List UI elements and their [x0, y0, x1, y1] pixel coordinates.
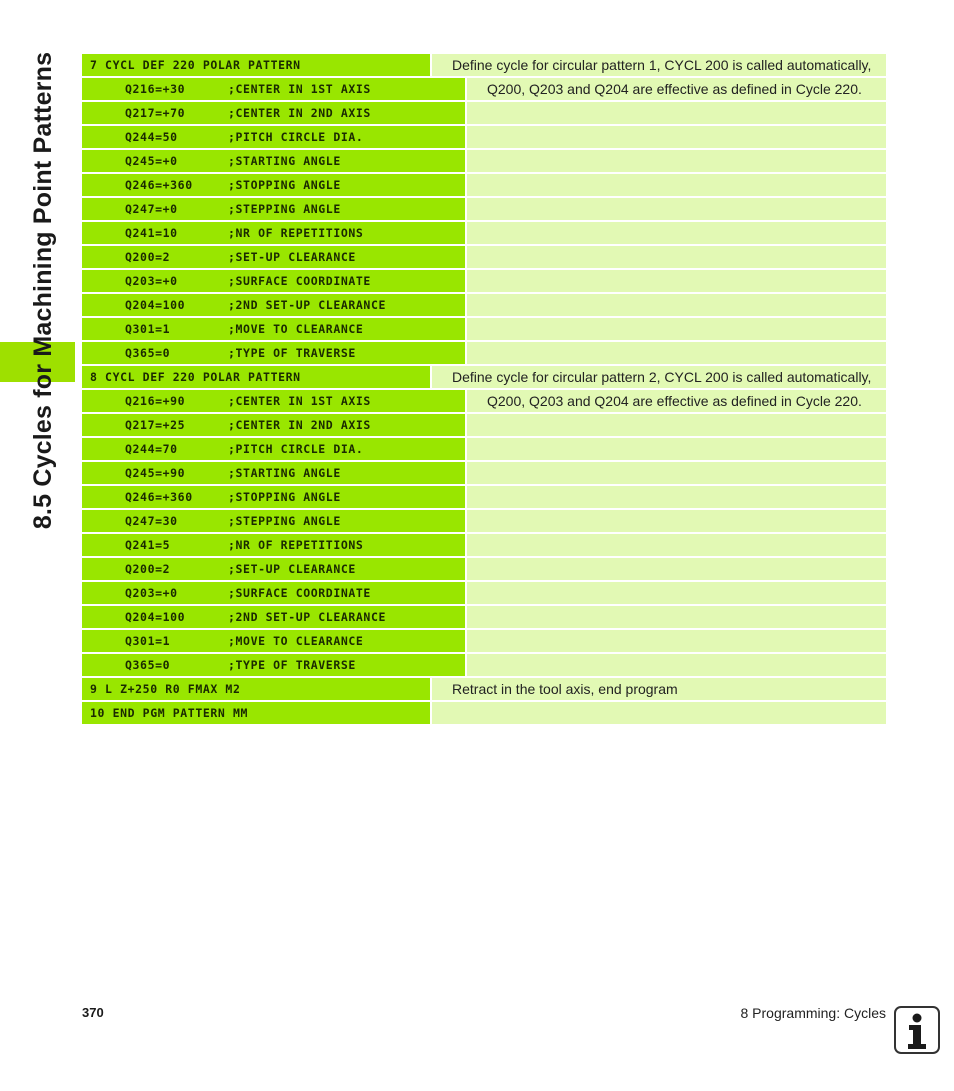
description-cell	[467, 558, 886, 580]
nc-code-cell	[82, 126, 465, 148]
info-icon	[894, 1006, 940, 1054]
nc-parameter: Q245=+0	[125, 154, 178, 168]
table-row	[82, 102, 886, 124]
table-row	[82, 582, 886, 604]
nc-parameter: Q245=+90	[125, 466, 186, 480]
nc-code-cell	[82, 390, 465, 412]
nc-code-cell	[82, 270, 465, 292]
nc-code-cell	[82, 558, 465, 580]
nc-comment: ;2ND SET-UP CLEARANCE	[228, 610, 386, 624]
description-cell	[467, 102, 886, 124]
nc-comment: ;STEPPING ANGLE	[228, 514, 341, 528]
nc-comment: ;NR OF REPETITIONS	[228, 226, 364, 240]
nc-block: 7 CYCL DEF 220 POLAR PATTERN	[90, 58, 301, 72]
table-row	[82, 174, 886, 196]
description-cell: Define cycle for circular pattern 1, CYCL 200 is called automatically,	[432, 54, 886, 76]
nc-block: 8 CYCL DEF 220 POLAR PATTERN	[90, 370, 301, 384]
description-cell	[467, 222, 886, 244]
nc-comment: ;PITCH CIRCLE DIA.	[228, 442, 364, 456]
nc-code-cell	[82, 606, 465, 628]
table-row	[82, 198, 886, 220]
nc-code-cell	[82, 414, 465, 436]
table-row	[82, 366, 886, 388]
description-cell	[467, 510, 886, 532]
table-row	[82, 150, 886, 172]
nc-comment: ;CENTER IN 2ND AXIS	[228, 106, 371, 120]
table-row	[82, 510, 886, 532]
nc-parameter: Q216=+90	[125, 394, 186, 408]
description-cell: Define cycle for circular pattern 2, CYCL 200 is called automatically,	[432, 366, 886, 388]
program-table	[82, 54, 886, 726]
nc-comment: ;SURFACE COORDINATE	[228, 274, 371, 288]
table-row	[82, 462, 886, 484]
nc-block: 10 END PGM PATTERN MM	[90, 706, 248, 720]
table-row	[82, 486, 886, 508]
nc-comment: ;CENTER IN 1ST AXIS	[228, 82, 371, 96]
page-number: 370	[82, 1005, 104, 1020]
nc-parameter: Q246=+360	[125, 178, 193, 192]
nc-code-cell	[82, 174, 465, 196]
description-cell: Q200, Q203 and Q204 are effective as defined in Cycle 220.	[467, 390, 886, 412]
description-cell	[467, 246, 886, 268]
table-row	[82, 630, 886, 652]
nc-parameter: Q301=1	[125, 634, 171, 648]
description-cell	[467, 150, 886, 172]
nc-parameter: Q365=0	[125, 658, 171, 672]
nc-parameter: Q200=2	[125, 250, 171, 264]
nc-comment: ;STARTING ANGLE	[228, 154, 341, 168]
nc-code-cell	[82, 438, 465, 460]
description-cell	[467, 438, 886, 460]
nc-parameter: Q301=1	[125, 322, 171, 336]
nc-parameter: Q204=100	[125, 298, 186, 312]
nc-comment: ;NR OF REPETITIONS	[228, 538, 364, 552]
table-row	[82, 318, 886, 340]
section-title-vertical	[18, 50, 70, 530]
nc-parameter: Q217=+25	[125, 418, 186, 432]
nc-comment: ;SET-UP CLEARANCE	[228, 250, 356, 264]
nc-parameter: Q365=0	[125, 346, 171, 360]
description-cell	[467, 318, 886, 340]
table-row	[82, 54, 886, 76]
description-cell	[467, 126, 886, 148]
nc-code-cell	[82, 54, 430, 76]
nc-comment: ;PITCH CIRCLE DIA.	[228, 130, 364, 144]
nc-code-cell	[82, 102, 465, 124]
nc-comment: ;SET-UP CLEARANCE	[228, 562, 356, 576]
nc-code-cell	[82, 654, 465, 676]
nc-parameter: Q241=5	[125, 538, 171, 552]
table-row	[82, 606, 886, 628]
nc-parameter: Q241=10	[125, 226, 178, 240]
table-row	[82, 390, 886, 412]
table-row	[82, 78, 886, 100]
nc-comment: ;STEPPING ANGLE	[228, 202, 341, 216]
nc-code-cell	[82, 462, 465, 484]
nc-parameter: Q203=+0	[125, 586, 178, 600]
description-cell	[467, 606, 886, 628]
description-cell	[467, 174, 886, 196]
table-row	[82, 126, 886, 148]
nc-code-cell	[82, 198, 465, 220]
nc-code-cell	[82, 78, 465, 100]
nc-comment: ;2ND SET-UP CLEARANCE	[228, 298, 386, 312]
nc-parameter: Q216=+30	[125, 82, 186, 96]
nc-comment: ;CENTER IN 2ND AXIS	[228, 418, 371, 432]
info-glyph	[896, 1008, 938, 1052]
table-row	[82, 342, 886, 364]
nc-comment: ;TYPE OF TRAVERSE	[228, 658, 356, 672]
description-cell	[467, 342, 886, 364]
chapter-label: 8 Programming: Cycles	[740, 1005, 886, 1021]
table-row	[82, 654, 886, 676]
table-row	[82, 558, 886, 580]
description-cell	[467, 534, 886, 556]
nc-parameter: Q204=100	[125, 610, 186, 624]
nc-comment: ;TYPE OF TRAVERSE	[228, 346, 356, 360]
table-row	[82, 270, 886, 292]
nc-code-cell	[82, 150, 465, 172]
description-cell	[467, 270, 886, 292]
nc-comment: ;STOPPING ANGLE	[228, 490, 341, 504]
description-cell	[467, 294, 886, 316]
description-cell	[467, 486, 886, 508]
nc-parameter: Q200=2	[125, 562, 171, 576]
nc-parameter: Q244=70	[125, 442, 178, 456]
nc-code-cell	[82, 582, 465, 604]
table-row	[82, 414, 886, 436]
nc-code-cell	[82, 342, 465, 364]
description-cell	[467, 582, 886, 604]
table-row	[82, 678, 886, 700]
nc-code-cell	[82, 246, 465, 268]
table-row	[82, 246, 886, 268]
nc-parameter: Q247=+0	[125, 202, 178, 216]
description-cell	[467, 198, 886, 220]
table-row	[82, 294, 886, 316]
description-cell	[467, 654, 886, 676]
nc-code-cell	[82, 510, 465, 532]
table-row	[82, 534, 886, 556]
nc-comment: ;STOPPING ANGLE	[228, 178, 341, 192]
nc-comment: ;SURFACE COORDINATE	[228, 586, 371, 600]
description-cell: Retract in the tool axis, end program	[432, 678, 886, 700]
nc-code-cell	[82, 486, 465, 508]
description-cell: Q200, Q203 and Q204 are effective as defined in Cycle 220.	[467, 78, 886, 100]
description-cell	[467, 630, 886, 652]
table-row	[82, 222, 886, 244]
table-row	[82, 702, 886, 724]
description-cell	[467, 462, 886, 484]
nc-code-cell	[82, 318, 465, 340]
nc-code-cell	[82, 294, 465, 316]
nc-comment: ;MOVE TO CLEARANCE	[228, 634, 364, 648]
description-cell	[467, 414, 886, 436]
nc-comment: ;STARTING ANGLE	[228, 466, 341, 480]
nc-parameter: Q217=+70	[125, 106, 186, 120]
table-row	[82, 438, 886, 460]
nc-code-cell	[82, 678, 430, 700]
nc-parameter: Q246=+360	[125, 490, 193, 504]
nc-parameter: Q244=50	[125, 130, 178, 144]
nc-parameter: Q203=+0	[125, 274, 178, 288]
nc-parameter: Q247=30	[125, 514, 178, 528]
nc-block: 9 L Z+250 R0 FMAX M2	[90, 682, 241, 696]
nc-code-cell	[82, 222, 465, 244]
nc-code-cell	[82, 366, 430, 388]
section-title: 8.5 Cycles for Machining Point Patterns	[29, 51, 58, 529]
nc-code-cell	[82, 702, 430, 724]
nc-code-cell	[82, 630, 465, 652]
nc-comment: ;MOVE TO CLEARANCE	[228, 322, 364, 336]
nc-comment: ;CENTER IN 1ST AXIS	[228, 394, 371, 408]
nc-code-cell	[82, 534, 465, 556]
description-cell	[432, 702, 886, 724]
